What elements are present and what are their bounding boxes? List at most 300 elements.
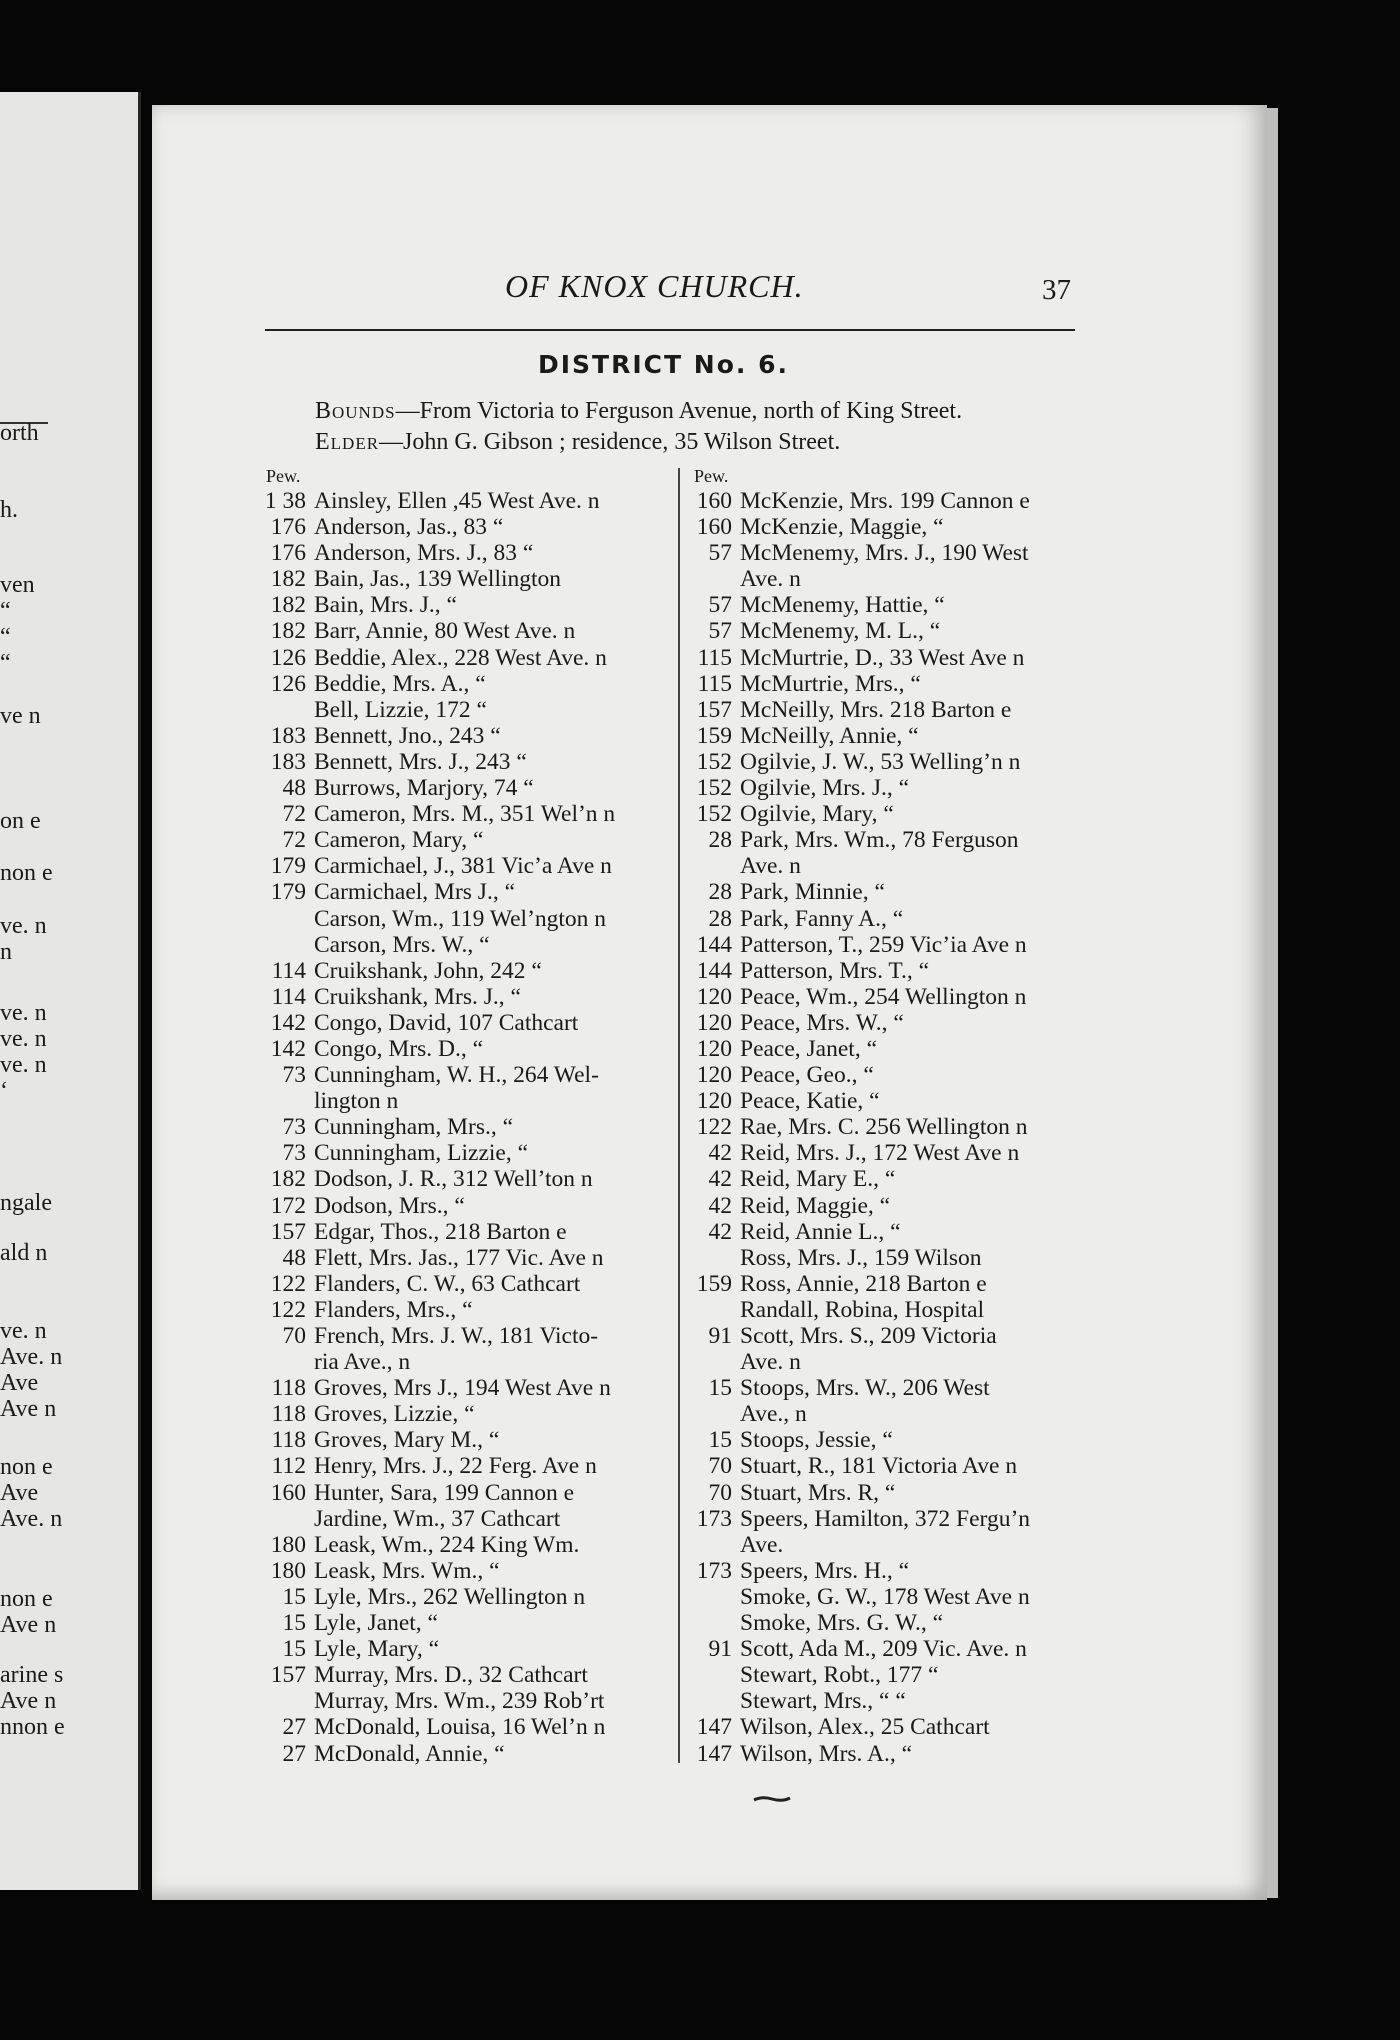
directory-entry [680, 984, 1100, 1010]
pew-number: 147 [696, 1740, 732, 1767]
pew-number: 42 [708, 1218, 732, 1245]
pew-number: 42 [708, 1192, 732, 1219]
entry-text: Cameron, Mary, “ [314, 827, 484, 854]
pew-number: 173 [696, 1505, 732, 1532]
district-title: DISTRICT No. 6. [538, 350, 789, 379]
entry-text: Peace, Janet, “ [740, 1035, 878, 1062]
pew-number: 118 [271, 1427, 306, 1454]
directory-entry [680, 1323, 1100, 1349]
entry-text: Barr, Annie, 80 West Ave. n [314, 618, 576, 645]
directory-entry [254, 592, 674, 618]
pew-number [254, 1088, 306, 1114]
pew-number [254, 1349, 306, 1375]
previous-page-fragment: ve. n [0, 1026, 47, 1052]
entry-text: Bell, Lizzie, 172 “ [314, 696, 487, 723]
pew-number: 15 [282, 1636, 306, 1663]
previous-page-fragment: “ [0, 624, 11, 650]
pew-number: 147 [696, 1714, 732, 1741]
directory-entry [254, 1662, 674, 1688]
directory-entry [254, 1427, 674, 1453]
pew-number: 73 [282, 1114, 306, 1141]
entry-text: Groves, Lizzie, “ [314, 1401, 475, 1428]
directory-entry [680, 1688, 1100, 1714]
entry-text: Ave. n [740, 566, 801, 593]
entry-text: Ave., n [740, 1401, 807, 1428]
pew-number: 72 [282, 827, 306, 854]
directory-entry [254, 1532, 674, 1558]
pew-number [680, 853, 732, 879]
directory-entry [680, 514, 1100, 540]
directory-entry [254, 1297, 674, 1323]
entry-text: Reid, Maggie, “ [740, 1192, 891, 1219]
directory-entry [680, 1349, 1100, 1375]
directory-entry [254, 566, 674, 592]
directory-entry [254, 514, 674, 540]
pew-number: 120 [696, 1035, 732, 1062]
directory-entry [254, 1714, 674, 1740]
directory-entry [680, 1610, 1100, 1636]
elder-label: Elder [315, 429, 380, 455]
directory-entry [254, 1688, 674, 1714]
directory-entry [254, 618, 674, 644]
pew-number: 27 [282, 1740, 306, 1767]
entry-text: Randall, Robina, Hospital [740, 1296, 985, 1323]
pew-number: 157 [270, 1662, 306, 1689]
directory-entry [254, 1506, 674, 1532]
pew-number [680, 1688, 732, 1714]
directory-entry [254, 1140, 674, 1166]
pew-number [254, 1506, 306, 1532]
directory-entry [680, 1741, 1100, 1767]
pew-number: 48 [282, 775, 306, 802]
directory-entry [680, 1010, 1100, 1036]
directory-entry [254, 1088, 674, 1114]
entry-text: Scott, Ada M., 209 Vic. Ave. n [740, 1636, 1027, 1663]
pew-number: 120 [696, 1009, 732, 1036]
pew-number: 182 [270, 1166, 306, 1193]
pew-number: 182 [270, 566, 306, 593]
directory-entry [680, 1375, 1100, 1401]
directory-entry [254, 1036, 674, 1062]
directory-entry [254, 1271, 674, 1297]
entry-text: French, Mrs. J. W., 181 Victo- [314, 1323, 599, 1349]
previous-page-fragment: Ave [0, 1480, 39, 1506]
entry-text: McDonald, Annie, “ [314, 1740, 505, 1767]
directory-entry [254, 1219, 674, 1245]
pew-number: 118 [271, 1375, 306, 1402]
directory-entry [680, 645, 1100, 671]
directory-entry [680, 1088, 1100, 1114]
previous-page-fragment: Ave n [0, 1688, 57, 1714]
entry-text: Henry, Mrs. J., 22 Ferg. Ave n [314, 1453, 597, 1480]
pew-number [254, 906, 306, 932]
directory-entry [254, 1193, 674, 1219]
pew-label-right: Pew. [694, 466, 729, 486]
pew-number: 70 [708, 1479, 732, 1506]
directory-entry [680, 853, 1100, 879]
previous-page-fragment: ven [0, 572, 35, 598]
directory-entry [254, 1166, 674, 1192]
previous-page-fragment: Ave [0, 1370, 39, 1396]
pew-number: 159 [696, 722, 732, 749]
entry-text: Ross, Annie, 218 Barton e [740, 1270, 987, 1297]
entry-text: Carmichael, J., 381 Vic’a Ave n [314, 853, 612, 880]
directory-entry [680, 618, 1100, 644]
directory-entry [254, 723, 674, 749]
directory-entry [254, 1401, 674, 1427]
previous-page-fragment: ve. n [0, 913, 47, 939]
pew-number [680, 1532, 732, 1558]
entry-text: Smoke, Mrs. G. W., “ [740, 1610, 944, 1637]
pew-number: 159 [696, 1270, 732, 1297]
pew-number: 57 [708, 540, 732, 567]
directory-entry [680, 1219, 1100, 1245]
directory-entry [254, 540, 674, 566]
directory-entry [680, 1662, 1100, 1688]
pew-number: 48 [282, 1244, 306, 1271]
entry-text: Wilson, Mrs. A., “ [740, 1740, 913, 1767]
pew-number: 157 [270, 1218, 306, 1245]
directory-entry [680, 488, 1100, 514]
entry-text: Lyle, Janet, “ [314, 1610, 438, 1637]
pew-number: 120 [696, 1062, 732, 1089]
directory-entry [254, 1010, 674, 1036]
entry-text: Stoops, Mrs. W., 206 West [740, 1375, 990, 1402]
directory-entry [680, 697, 1100, 723]
previous-page-fragment: Ave. n [0, 1344, 63, 1370]
pew-number [254, 1688, 306, 1714]
directory-entry [680, 566, 1100, 592]
entry-text: Anderson, Jas., 83 “ [314, 514, 504, 541]
directory-entry [680, 1532, 1100, 1558]
pew-number: 126 [270, 670, 306, 697]
entry-text: Speers, Hamilton, 372 Fergu’n [740, 1505, 1031, 1532]
entry-text: McMenemy, M. L., “ [740, 618, 941, 645]
pew-number [680, 1610, 732, 1636]
entry-text: Dodson, J. R., 312 Well’ton n [314, 1166, 593, 1193]
entry-text: Cameron, Mrs. M., 351 Wel’n n [314, 801, 616, 828]
previous-page-fragment: Ave. n [0, 1506, 63, 1532]
page-number: 37 [1042, 274, 1071, 306]
elder-text: —John G. Gibson ; residence, 35 Wilson Street. [379, 429, 841, 455]
previous-page-fragment: ve. n [0, 1052, 47, 1078]
entry-text: Leask, Mrs. Wm., “ [314, 1557, 500, 1584]
directory-entry [680, 723, 1100, 749]
entry-text: McMurtrie, D., 33 West Ave n [740, 644, 1025, 671]
entry-text: Leask, Wm., 224 King Wm. [314, 1531, 580, 1558]
entry-text: Carson, Mrs. W., “ [314, 931, 490, 958]
entry-text: Reid, Mrs. J., 172 West Ave n [740, 1140, 1020, 1167]
entry-text: Patterson, T., 259 Vic’ia Ave n [740, 931, 1027, 958]
directory-entry [254, 671, 674, 697]
pew-number: 180 [270, 1531, 306, 1558]
previous-page-fragment: ve. n [0, 1318, 47, 1344]
pew-number: 183 [270, 722, 306, 749]
pew-label-left: Pew. [266, 466, 301, 486]
previous-page-fragment: non e [0, 860, 53, 886]
entry-text: Groves, Mrs J., 194 West Ave n [314, 1375, 611, 1402]
directory-entry [254, 1114, 674, 1140]
pew-number [680, 1662, 732, 1688]
entry-text: Beddie, Mrs. A., “ [314, 670, 486, 697]
entry-text: McKenzie, Mrs. 199 Cannon e [740, 488, 1030, 514]
entry-text: Bain, Jas., 139 Wellington [314, 566, 562, 593]
entry-text: Groves, Mary M., “ [314, 1427, 500, 1454]
bounds-label: Bounds [315, 398, 396, 424]
directory-entry [254, 853, 674, 879]
pew-number: 120 [696, 1088, 732, 1115]
previous-page-fragment: orth [0, 420, 39, 446]
directory-entry [680, 749, 1100, 775]
pew-number [254, 697, 306, 723]
directory-entry [680, 592, 1100, 618]
pew-number: 152 [696, 748, 732, 775]
previous-page-fragment: non e [0, 1454, 53, 1480]
pew-number [680, 1349, 732, 1375]
directory-entry [680, 1558, 1100, 1584]
directory-entry [254, 749, 674, 775]
entry-text: Beddie, Alex., 228 West Ave. n [314, 644, 607, 671]
entry-text: Park, Mrs. Wm., 78 Ferguson [740, 827, 1019, 854]
entry-text: Peace, Mrs. W., “ [740, 1009, 904, 1036]
directory-entry [254, 958, 674, 984]
pew-number: 70 [282, 1323, 306, 1349]
directory-entry [680, 827, 1100, 853]
pew-number: 142 [270, 1009, 306, 1036]
entry-text: Reid, Mary E., “ [740, 1166, 896, 1193]
pew-number: 28 [708, 879, 732, 906]
pew-number: 28 [708, 905, 732, 932]
entry-text: Cunningham, Mrs., “ [314, 1114, 514, 1141]
pew-number [680, 1401, 732, 1427]
entry-text: McDonald, Louisa, 16 Wel’n n [314, 1714, 606, 1741]
entry-text: Scott, Mrs. S., 209 Victoria [740, 1323, 997, 1349]
entry-text: Peace, Wm., 254 Wellington n [740, 983, 1027, 1010]
entry-text: ria Ave., n [314, 1349, 411, 1376]
pew-number: 28 [708, 827, 732, 854]
entry-text: Murray, Mrs. D., 32 Cathcart [314, 1662, 588, 1689]
pew-number: 112 [271, 1453, 306, 1480]
directory-entry [254, 879, 674, 905]
pew-number: 182 [270, 592, 306, 619]
entry-text: Wilson, Alex., 25 Cathcart [740, 1714, 990, 1741]
pew-number: 183 [270, 748, 306, 775]
pew-number: 15 [708, 1427, 732, 1454]
entry-text: Stuart, R., 181 Victoria Ave n [740, 1453, 1018, 1480]
pew-number: 114 [271, 983, 306, 1010]
entry-text: Cunningham, W. H., 264 Wel- [314, 1062, 599, 1089]
entry-text: Park, Minnie, “ [740, 879, 885, 906]
entry-text: Lyle, Mary, “ [314, 1636, 440, 1663]
entry-text: Carson, Wm., 119 Wel’ngton n [314, 905, 607, 932]
entry-text: Peace, Geo., “ [740, 1062, 874, 1089]
pew-number: 15 [282, 1610, 306, 1637]
pew-number: 42 [708, 1166, 732, 1193]
directory-entry [680, 1114, 1100, 1140]
entry-text: Cruikshank, Mrs. J., “ [314, 983, 521, 1010]
directory-entry [680, 1193, 1100, 1219]
entry-text: Patterson, Mrs. T., “ [740, 957, 930, 984]
pew-number: 115 [697, 670, 732, 697]
pew-number [680, 566, 732, 592]
pew-number: 179 [270, 879, 306, 906]
directory-entry [254, 1245, 674, 1271]
pew-number: 144 [696, 957, 732, 984]
entry-text: Congo, David, 107 Cathcart [314, 1009, 579, 1036]
entry-text: Ogilvie, Mrs. J., “ [740, 775, 910, 802]
pew-number: 72 [282, 801, 306, 828]
entry-text: Anderson, Mrs. J., 83 “ [314, 540, 534, 567]
entry-text: Stoops, Jessie, “ [740, 1427, 893, 1454]
pew-number: 114 [271, 957, 306, 984]
previous-page-edge [0, 92, 141, 1890]
directory-entry [254, 1453, 674, 1479]
pew-number: 91 [708, 1323, 732, 1349]
pew-number: 115 [697, 644, 732, 671]
pew-number: 182 [270, 618, 306, 645]
bounds-line [315, 398, 962, 425]
entry-text: Ave. n [740, 853, 801, 880]
previous-page-fragment: “ [0, 598, 11, 624]
directory-entry [680, 1714, 1100, 1740]
pew-number: 172 [270, 1192, 306, 1219]
bounds-text: —From Victoria to Ferguson Avenue, north of King Street. [395, 398, 963, 424]
pew-number: 122 [270, 1270, 306, 1297]
pew-number: 144 [696, 931, 732, 958]
entry-text: Congo, Mrs. D., “ [314, 1035, 484, 1062]
pew-number: 57 [708, 592, 732, 619]
entry-text: Park, Fanny A., “ [740, 905, 904, 932]
previous-page-fragment: Ave n [0, 1612, 57, 1638]
entry-text: Edgar, Thos., 218 Barton e [314, 1218, 567, 1245]
directory-entry [680, 1480, 1100, 1506]
directory-entry [254, 1741, 674, 1767]
pew-number: 122 [270, 1296, 306, 1323]
entry-text: Stewart, Mrs., “ “ [740, 1688, 906, 1715]
directory-entry [254, 1323, 674, 1349]
pew-number: 152 [696, 775, 732, 802]
entry-text: Smoke, G. W., 178 West Ave n [740, 1583, 1030, 1610]
directory-entry [680, 1506, 1100, 1532]
pew-number: 15 [708, 1375, 732, 1402]
entry-text: Jardine, Wm., 37 Cathcart [314, 1505, 561, 1532]
pew-number: 57 [708, 618, 732, 645]
entry-text: Flanders, Mrs., “ [314, 1296, 473, 1323]
directory-entry [680, 671, 1100, 697]
directory-entry [254, 1375, 674, 1401]
entry-text: Peace, Katie, “ [740, 1088, 880, 1115]
entry-text: lington n [314, 1088, 399, 1115]
entry-text: Murray, Mrs. Wm., 239 Rob’rt [314, 1688, 605, 1715]
previous-page-fragment: n [0, 939, 12, 965]
entry-text: McNeilly, Mrs. 218 Barton e [740, 696, 1012, 723]
header-rule [265, 329, 1075, 331]
directory-entry [254, 1584, 674, 1610]
directory-entry [680, 1245, 1100, 1271]
directory-entry [254, 645, 674, 671]
entry-text: Flanders, C. W., 63 Cathcart [314, 1270, 581, 1297]
pew-number [254, 932, 306, 958]
directory-entry [254, 1610, 674, 1636]
directory-entry [680, 1297, 1100, 1323]
directory-entry [254, 1062, 674, 1088]
directory-entry [680, 1140, 1100, 1166]
directory-entry [680, 958, 1100, 984]
pew-number: 15 [282, 1583, 306, 1610]
directory-entry [680, 540, 1100, 566]
pew-number: 73 [282, 1062, 306, 1089]
directory-entry [254, 932, 674, 958]
entry-text: Burrows, Marjory, 74 “ [314, 775, 534, 802]
directory-entry [680, 1401, 1100, 1427]
directory-entry [254, 1636, 674, 1662]
directory-entry [680, 879, 1100, 905]
ink-mark [752, 1793, 792, 1803]
directory-entry [254, 984, 674, 1010]
previous-page-fragment: arine s [0, 1662, 64, 1688]
pew-number [680, 1297, 732, 1323]
entry-text: Bennett, Mrs. J., 243 “ [314, 748, 527, 775]
directory-entry [254, 1558, 674, 1584]
entry-text: Bain, Mrs. J., “ [314, 592, 457, 619]
previous-page-fragment: ‘ [0, 1078, 8, 1104]
entry-text: Reid, Annie L., “ [740, 1218, 901, 1245]
directory-entry [254, 488, 674, 514]
pew-number: 160 [696, 488, 732, 514]
entry-text: Ainsley, Ellen ,45 West Ave. n [314, 488, 600, 514]
previous-page-fragment: ve n [0, 703, 41, 729]
entry-text: Cruikshank, John, 242 “ [314, 957, 542, 984]
entry-text: Bennett, Jno., 243 “ [314, 722, 501, 749]
pew-number: 1 38 [264, 488, 306, 514]
directory-entry [680, 1166, 1100, 1192]
directory-entry [680, 906, 1100, 932]
directory-entry [680, 775, 1100, 801]
entry-text: McKenzie, Maggie, “ [740, 514, 944, 541]
elder-line [315, 429, 840, 456]
previous-page-fragment: on e [0, 808, 41, 834]
previous-page-fragment: non e [0, 1586, 53, 1612]
directory-entry [254, 1349, 674, 1375]
pew-number: 157 [696, 696, 732, 723]
pew-number: 122 [696, 1114, 732, 1141]
pew-number: 176 [270, 540, 306, 567]
previous-page-fragment: ngale [0, 1190, 52, 1216]
pew-number: 126 [270, 644, 306, 671]
entry-text: Ogilvie, J. W., 53 Welling’n n [740, 748, 1021, 775]
entry-text: Rae, Mrs. C. 256 Wellington n [740, 1114, 1028, 1141]
pew-number: 27 [282, 1714, 306, 1741]
pew-number [680, 1584, 732, 1610]
pew-number: 42 [708, 1140, 732, 1167]
previous-page-fragment: “ [0, 650, 11, 676]
entry-text: Stuart, Mrs. R, “ [740, 1479, 896, 1506]
pew-number: 70 [708, 1453, 732, 1480]
entry-text: Lyle, Mrs., 262 Wellington n [314, 1583, 586, 1610]
pew-number: 120 [696, 983, 732, 1010]
entry-text: Hunter, Sara, 199 Cannon e [314, 1479, 575, 1506]
pew-number: 118 [271, 1401, 306, 1428]
directory-entry [680, 1271, 1100, 1297]
entry-text: Speers, Mrs. H., “ [740, 1557, 910, 1584]
entry-text: McMenemy, Hattie, “ [740, 592, 945, 619]
previous-page-fragment: nnon e [0, 1714, 65, 1740]
pew-number: 142 [270, 1035, 306, 1062]
previous-page-fragment: Ave n [0, 1396, 57, 1422]
pew-number: 160 [696, 514, 732, 541]
directory-entry [680, 1062, 1100, 1088]
entry-text: Ross, Mrs. J., 159 Wilson [740, 1244, 982, 1271]
